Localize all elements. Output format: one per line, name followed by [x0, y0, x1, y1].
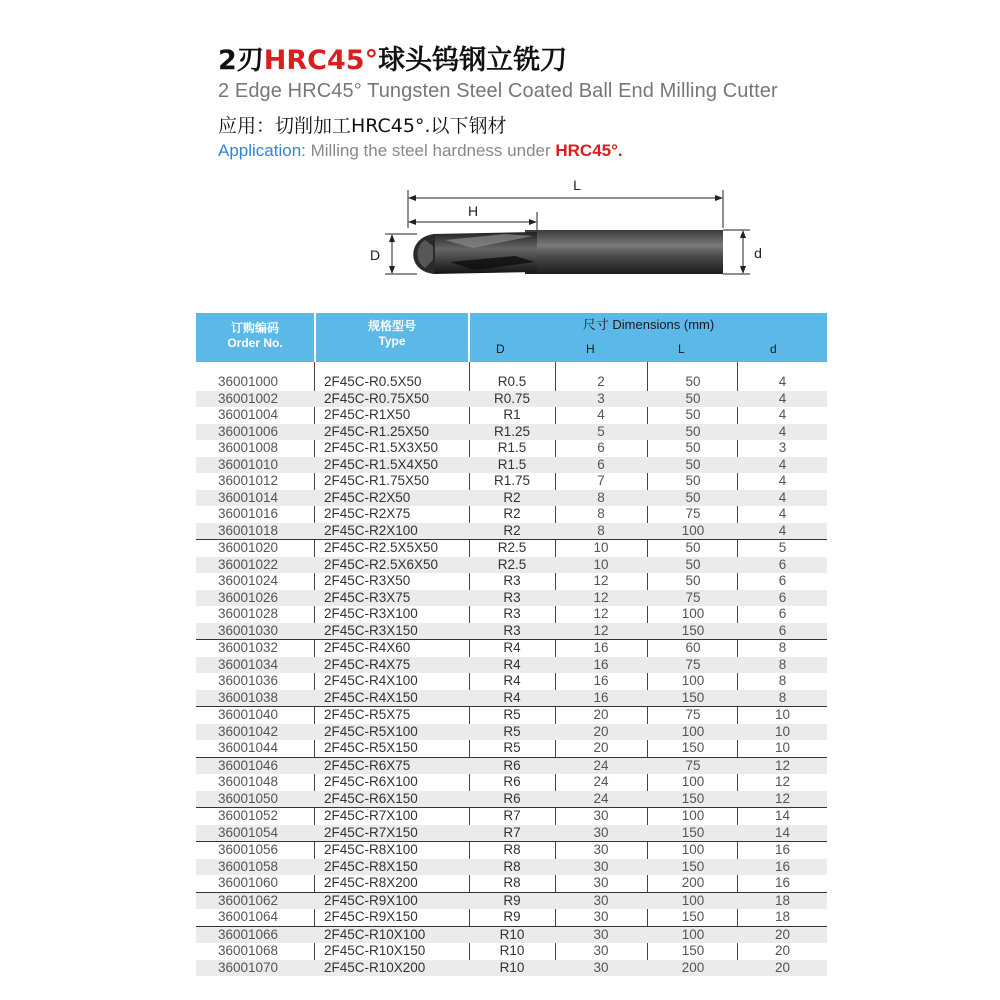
- cell-D: R9: [503, 892, 521, 908]
- cell-L: 75: [685, 589, 701, 605]
- table-row: [196, 960, 827, 977]
- cell-H: 30: [593, 858, 609, 874]
- cell-type: 2F45C-R10X100: [324, 926, 426, 942]
- cell-H: 16: [593, 689, 609, 705]
- cell-type: 2F45C-R2X75: [324, 506, 411, 521]
- dim-H-arrow-right: [529, 219, 537, 225]
- cell-D: R5: [503, 723, 521, 739]
- cell-H: 16: [593, 673, 609, 688]
- cell-type: 2F45C-R4X75: [324, 656, 411, 672]
- cell-D: R3: [503, 606, 521, 621]
- cell-H: 10: [593, 540, 609, 555]
- cell-H: 2: [597, 374, 605, 389]
- page-title-en: 2 Edge HRC45° Tungsten Steel Coated Ball End Milling Cutter: [218, 80, 778, 102]
- table-row: [196, 490, 827, 507]
- cell-order-no: 36001044: [218, 740, 279, 755]
- table-row: [196, 791, 827, 808]
- cell-H: 4: [597, 407, 605, 422]
- cell-L: 75: [685, 757, 701, 773]
- cell-d: 14: [774, 824, 791, 840]
- cell-H: 30: [593, 824, 609, 840]
- cell-order-no: 36001046: [218, 757, 279, 773]
- cell-order-no: 36001060: [218, 875, 279, 890]
- header-type: [316, 313, 468, 362]
- cell-order-no: 36001002: [218, 390, 279, 406]
- cell-d: 14: [774, 808, 791, 823]
- cell-D: R2: [503, 506, 521, 521]
- cell-D: R7: [503, 808, 521, 823]
- dim-D-arrow-top: [389, 234, 395, 242]
- cell-H: 30: [593, 926, 609, 942]
- cell-H: 30: [593, 892, 609, 908]
- application-en: [218, 141, 623, 161]
- table-row: [196, 774, 827, 791]
- application-label: Application:: [218, 141, 306, 160]
- cell-d: 16: [774, 858, 791, 874]
- cell-D: R2: [503, 522, 521, 538]
- cell-d: 4: [778, 407, 787, 422]
- cell-d: 8: [778, 673, 787, 688]
- cutter-diagram: [355, 170, 775, 290]
- cell-d: 18: [774, 909, 791, 924]
- table-row: [196, 859, 827, 876]
- dim-H-label: H: [467, 203, 479, 219]
- cell-type: 2F45C-R8X200: [324, 875, 418, 890]
- table-row: [196, 943, 827, 960]
- cell-d: 6: [778, 589, 787, 605]
- cell-D: R8: [503, 858, 521, 874]
- cell-order-no: 36001014: [218, 489, 279, 505]
- cell-D: R6: [503, 790, 521, 806]
- table-row: [196, 841, 827, 859]
- cell-D: R0.75: [493, 390, 531, 406]
- cell-D: R0.5: [497, 374, 527, 389]
- cell-L: 100: [681, 606, 705, 621]
- cell-type: 2F45C-R8X150: [324, 858, 418, 874]
- cell-H: 5: [597, 423, 605, 439]
- header-L: L: [678, 342, 685, 356]
- cell-D: R2.5: [497, 540, 527, 555]
- table-row: [196, 657, 827, 674]
- cell-D: R8: [503, 842, 521, 857]
- cell-d: 10: [774, 740, 791, 755]
- table-row: [196, 473, 827, 490]
- table-row: [196, 724, 827, 741]
- cell-d: 4: [778, 489, 787, 505]
- cell-D: R4: [503, 673, 521, 688]
- dim-d-label: d: [754, 245, 762, 261]
- dim-D-arrow-bottom: [389, 266, 395, 274]
- cell-H: 30: [593, 959, 609, 975]
- cell-L: 100: [681, 522, 705, 538]
- cell-L: 50: [685, 473, 701, 488]
- header-d: d: [770, 342, 777, 356]
- cell-order-no: 36001034: [218, 656, 279, 672]
- cell-L: 50: [685, 489, 701, 505]
- cell-H: 24: [593, 774, 609, 789]
- table-row: [196, 892, 827, 910]
- cell-d: 6: [778, 622, 787, 638]
- cell-H: 10: [593, 556, 609, 572]
- table-row: [196, 539, 827, 557]
- cell-order-no: 36001030: [218, 622, 279, 638]
- cell-d: 6: [778, 573, 787, 588]
- cell-L: 50: [685, 407, 701, 422]
- cell-d: 4: [778, 473, 787, 488]
- cell-order-no: 36001070: [218, 959, 279, 975]
- table-row: [196, 407, 827, 424]
- cell-H: 20: [593, 723, 609, 739]
- cell-type: 2F45C-R0.5X50: [324, 374, 422, 389]
- title-prefix: 2刃: [218, 45, 264, 76]
- cell-order-no: 36001052: [218, 808, 279, 823]
- cell-D: R10: [499, 926, 525, 942]
- cell-D: R5: [503, 707, 521, 722]
- cell-H: 8: [597, 506, 605, 521]
- cell-order-no: 36001048: [218, 774, 279, 789]
- cell-L: 50: [685, 456, 701, 472]
- table-row: [196, 573, 827, 590]
- cell-D: R6: [503, 757, 521, 773]
- table-row: [196, 690, 827, 707]
- cell-D: R3: [503, 622, 521, 638]
- cell-order-no: 36001004: [218, 407, 279, 422]
- cell-type: 2F45C-R9X150: [324, 909, 418, 924]
- table-row: [196, 807, 827, 825]
- cell-d: 10: [774, 707, 791, 722]
- cell-L: 100: [681, 842, 705, 857]
- cell-type: 2F45C-R3X100: [324, 606, 418, 621]
- table-row: [196, 374, 827, 391]
- cell-L: 150: [681, 740, 705, 755]
- cell-type: 2F45C-R8X100: [324, 842, 418, 857]
- cell-order-no: 36001012: [218, 473, 279, 488]
- cell-D: R1.5: [497, 440, 527, 455]
- cell-D: R10: [499, 959, 525, 975]
- cell-d: 12: [774, 757, 791, 773]
- cell-L: 100: [681, 673, 705, 688]
- table-row: [196, 926, 827, 944]
- cell-d: 5: [778, 540, 787, 555]
- cell-D: R10: [499, 943, 525, 958]
- cell-order-no: 36001054: [218, 824, 279, 840]
- cell-order-no: 36001024: [218, 573, 279, 588]
- table-row: [196, 673, 827, 690]
- table-header: [196, 313, 827, 362]
- cell-d: 4: [778, 390, 787, 406]
- cell-L: 50: [685, 390, 701, 406]
- cell-H: 12: [593, 573, 609, 588]
- cell-L: 50: [685, 540, 701, 555]
- cell-type: 2F45C-R6X150: [324, 790, 418, 806]
- cell-type: 2F45C-R3X75: [324, 589, 411, 605]
- table-row: [196, 740, 827, 757]
- table-row: [196, 391, 827, 408]
- cell-order-no: 36001064: [218, 909, 279, 924]
- table-row: [196, 639, 827, 657]
- cell-d: 4: [778, 522, 787, 538]
- cell-type: 2F45C-R6X100: [324, 774, 418, 789]
- cell-d: 20: [774, 926, 791, 942]
- cell-H: 30: [593, 842, 609, 857]
- table-row: [196, 825, 827, 842]
- cell-D: R6: [503, 774, 521, 789]
- cell-D: R2: [503, 489, 521, 505]
- cell-H: 12: [593, 606, 609, 621]
- cell-L: 200: [681, 875, 705, 890]
- cell-type: 2F45C-R0.75X50: [324, 390, 430, 406]
- cell-L: 200: [681, 959, 705, 975]
- cell-H: 30: [593, 909, 609, 924]
- cell-type: 2F45C-R2.5X6X50: [324, 556, 439, 572]
- cell-D: R8: [503, 875, 521, 890]
- table-row: [196, 706, 827, 724]
- application-text: Milling the steel hardness under: [305, 141, 556, 160]
- cell-type: 2F45C-R2.5X5X50: [324, 540, 439, 555]
- cell-H: 24: [593, 757, 609, 773]
- cell-d: 18: [774, 892, 791, 908]
- cell-H: 30: [593, 943, 609, 958]
- cell-d: 20: [774, 959, 791, 975]
- cell-d: 8: [778, 640, 787, 655]
- cell-D: R1.25: [493, 423, 531, 439]
- table-row: [196, 909, 827, 926]
- dimensions-table: [196, 313, 827, 976]
- cell-type: 2F45C-R3X50: [324, 573, 411, 588]
- cell-type: 2F45C-R5X100: [324, 723, 418, 739]
- cell-order-no: 36001022: [218, 556, 279, 572]
- cell-D: R4: [503, 689, 521, 705]
- cell-type: 2F45C-R4X60: [324, 640, 411, 655]
- cell-type: 2F45C-R2X100: [324, 522, 418, 538]
- cell-D: R1.5: [497, 456, 527, 472]
- header-order-no: [196, 313, 314, 362]
- cell-order-no: 36001010: [218, 456, 279, 472]
- cell-d: 4: [778, 374, 787, 389]
- cell-type: 2F45C-R2X50: [324, 489, 411, 505]
- title-suffix: 球头钨钢立铣刀: [378, 45, 568, 76]
- cell-L: 100: [681, 808, 705, 823]
- cell-L: 50: [685, 556, 701, 572]
- table-row: [196, 523, 827, 540]
- table-row: [196, 506, 827, 523]
- cell-order-no: 36001066: [218, 926, 279, 942]
- header-type-en: Type: [378, 334, 406, 348]
- cell-order-no: 36001028: [218, 606, 279, 621]
- cell-L: 100: [681, 926, 705, 942]
- cell-H: 6: [597, 456, 605, 472]
- cell-H: 12: [593, 622, 609, 638]
- header-dimensions-title: 尺寸 Dimensions (mm): [582, 317, 715, 332]
- cell-order-no: 36001026: [218, 589, 279, 605]
- dim-D-label: D: [369, 247, 381, 263]
- table-row: [196, 457, 827, 474]
- cell-order-no: 36001056: [218, 842, 279, 857]
- cell-d: 6: [778, 556, 787, 572]
- cell-type: 2F45C-R10X150: [324, 943, 426, 958]
- table-row: [196, 424, 827, 441]
- cell-order-no: 36001000: [218, 374, 279, 389]
- cell-order-no: 36001042: [218, 723, 279, 739]
- cell-H: 24: [593, 790, 609, 806]
- cell-L: 100: [681, 774, 705, 789]
- cutter-shank: [525, 230, 723, 274]
- cell-d: 12: [774, 790, 791, 806]
- cell-D: R3: [503, 573, 521, 588]
- cell-type: 2F45C-R1X50: [324, 407, 411, 422]
- cell-H: 3: [597, 390, 605, 406]
- cell-L: 50: [685, 374, 701, 389]
- page-title-cn: [218, 38, 567, 77]
- cell-d: 4: [778, 506, 787, 521]
- cell-d: 4: [778, 456, 787, 472]
- cell-D: R7: [503, 824, 521, 840]
- cell-L: 150: [681, 824, 705, 840]
- cell-L: 75: [685, 707, 701, 722]
- title-hrc: HRC45°: [263, 45, 379, 76]
- cell-type: 2F45C-R4X150: [324, 689, 418, 705]
- cell-order-no: 36001058: [218, 858, 279, 874]
- table-row: [196, 606, 827, 623]
- header-order-cn: 订购编码: [230, 321, 279, 335]
- cell-L: 60: [685, 640, 701, 655]
- cell-L: 150: [681, 689, 705, 705]
- cell-order-no: 36001008: [218, 440, 279, 455]
- cell-type: 2F45C-R3X150: [324, 622, 418, 638]
- cell-type: 2F45C-R9X100: [324, 892, 418, 908]
- table-row: [196, 757, 827, 775]
- cell-L: 150: [681, 909, 705, 924]
- cell-type: 2F45C-R1.5X3X50: [324, 440, 439, 455]
- cell-d: 8: [778, 689, 787, 705]
- cell-type: 2F45C-R6X75: [324, 757, 411, 773]
- header-dimensions: [470, 313, 827, 362]
- cell-L: 75: [685, 506, 701, 521]
- table-row: [196, 623, 827, 640]
- cell-type: 2F45C-R4X100: [324, 673, 418, 688]
- table-body: [196, 374, 827, 976]
- header-H: H: [586, 342, 595, 356]
- table-row: [196, 590, 827, 607]
- cell-H: 8: [597, 522, 605, 538]
- cell-order-no: 36001068: [218, 943, 279, 958]
- cell-L: 75: [685, 656, 701, 672]
- cell-d: 6: [778, 606, 787, 621]
- cell-H: 16: [593, 640, 609, 655]
- dim-d-arrow-top: [740, 230, 746, 238]
- cell-order-no: 36001018: [218, 522, 279, 538]
- cell-d: 16: [774, 842, 791, 857]
- cell-d: 8: [778, 656, 787, 672]
- cell-type: 2F45C-R5X150: [324, 740, 418, 755]
- cell-H: 12: [593, 589, 609, 605]
- cell-d: 20: [774, 943, 791, 958]
- table-row: [196, 440, 827, 457]
- header-type-cn: 规格型号: [367, 319, 416, 333]
- cell-D: R2.5: [497, 556, 527, 572]
- cell-L: 50: [685, 573, 701, 588]
- dim-L-label: L: [573, 177, 581, 193]
- header-order-en: Order No.: [227, 336, 283, 350]
- application-cn: 应用：切削加工HRC45°.以下钢材: [218, 115, 507, 137]
- cell-d: 12: [774, 774, 791, 789]
- cell-type: 2F45C-R7X150: [324, 824, 418, 840]
- cell-L: 150: [681, 858, 705, 874]
- cell-d: 10: [774, 723, 791, 739]
- cell-H: 20: [593, 707, 609, 722]
- cell-H: 30: [593, 808, 609, 823]
- cell-order-no: 36001006: [218, 423, 279, 439]
- cell-D: R5: [503, 740, 521, 755]
- cell-d: 3: [778, 440, 787, 455]
- cell-H: 7: [597, 473, 605, 488]
- cell-L: 150: [681, 943, 705, 958]
- cell-L: 50: [685, 423, 701, 439]
- cell-L: 100: [681, 892, 705, 908]
- cell-type: 2F45C-R5X75: [324, 707, 411, 722]
- cell-L: 150: [681, 622, 705, 638]
- dim-L-arrow-right: [715, 195, 723, 201]
- table-row: [196, 875, 827, 892]
- cell-order-no: 36001016: [218, 506, 279, 521]
- cell-type: 2F45C-R1.75X50: [324, 473, 430, 488]
- cell-H: 16: [593, 656, 609, 672]
- cell-d: 16: [774, 875, 791, 890]
- cell-type: 2F45C-R1.25X50: [324, 423, 430, 439]
- cell-order-no: 36001050: [218, 790, 279, 806]
- table-row: [196, 557, 827, 574]
- dim-d-arrow-bottom: [740, 266, 746, 274]
- cell-L: 50: [685, 440, 701, 455]
- cell-D: R4: [503, 656, 521, 672]
- cell-type: 2F45C-R1.5X4X50: [324, 456, 439, 472]
- cell-d: 4: [778, 423, 787, 439]
- cell-type: 2F45C-R10X200: [324, 959, 426, 975]
- application-hrc: HRC45°.: [555, 141, 623, 160]
- cell-H: 6: [597, 440, 605, 455]
- cell-order-no: 36001038: [218, 689, 279, 705]
- cell-L: 100: [681, 723, 705, 739]
- cell-order-no: 36001032: [218, 640, 279, 655]
- dim-L-arrow-left: [408, 195, 416, 201]
- cell-L: 150: [681, 790, 705, 806]
- cell-H: 30: [593, 875, 609, 890]
- cell-D: R1.75: [493, 473, 531, 488]
- cell-H: 20: [593, 740, 609, 755]
- cell-order-no: 36001020: [218, 540, 279, 555]
- cell-D: R3: [503, 589, 521, 605]
- cell-order-no: 36001040: [218, 707, 279, 722]
- dim-H-arrow-left: [408, 219, 416, 225]
- header-D: D: [496, 342, 505, 356]
- cell-D: R1: [503, 407, 521, 422]
- cell-D: R9: [503, 909, 521, 924]
- cell-order-no: 36001062: [218, 892, 279, 908]
- cell-H: 8: [597, 489, 605, 505]
- cell-order-no: 36001036: [218, 673, 279, 688]
- cell-D: R4: [503, 640, 521, 655]
- cell-type: 2F45C-R7X100: [324, 808, 418, 823]
